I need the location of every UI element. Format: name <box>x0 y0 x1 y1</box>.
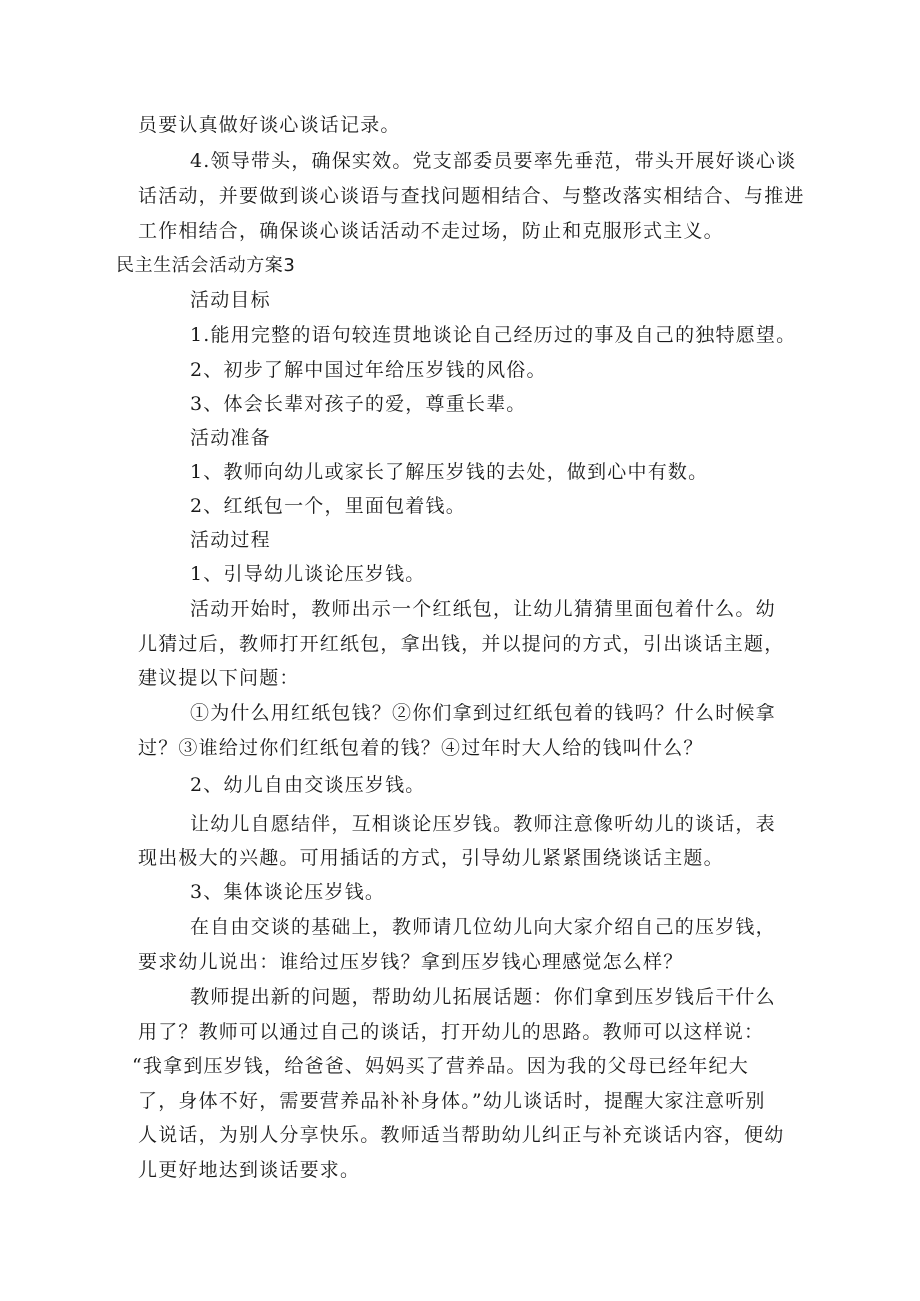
text-line: 1、教师向幼儿或家长了解压岁钱的去处，做到心中有数。 <box>190 461 709 483</box>
text-line: 2、初步了解中国过年给压岁钱的风俗。 <box>190 359 547 381</box>
text-line: 1.能用完整的语句较连贯地谈论自己经历过的事及自己的独特愿望。 <box>190 324 797 346</box>
text-line: 在自由交谈的基础上，教师请几位幼儿向大家介绍自己的压岁钱， <box>190 916 776 938</box>
text-line: 话活动，并要做到谈心谈语与查找问题相结合、与整改落实相结合、与推进 <box>138 185 805 207</box>
text-line: 用了？教师可以通过自己的谈话，打开幼儿的思路。教师可以这样说： <box>138 1021 765 1043</box>
text-line: 了，身体不好，需要营养品补补身体。”幼儿谈话时，提醒大家注意听别 <box>138 1090 766 1112</box>
text-line: 建议提以下问题： <box>138 667 300 689</box>
text-line: 工作相结合，确保谈心谈话活动不走过场，防止和克服形式主义。 <box>138 220 724 242</box>
text-line: 活动开始时，教师出示一个红纸包，让幼儿猜猜里面包着什么。幼 <box>190 598 776 620</box>
text-line: 2、红纸包一个，里面包着钱。 <box>190 495 466 517</box>
text-line: 1、引导幼儿谈论压岁钱。 <box>190 563 426 585</box>
text-line: 员要认真做好谈心谈话记录。 <box>138 114 401 136</box>
text-line: 4.领导带头，确保实效。党支部委员要率先垂范，带头开展好谈心谈 <box>190 150 797 172</box>
text-line: 3、体会长辈对孩子的爱，尊重长辈。 <box>190 393 527 415</box>
text-line: 要求幼儿说出：谁给过压岁钱？拿到压岁钱心理感觉怎么样？ <box>138 951 684 973</box>
text-line: 让幼儿自愿结伴，互相谈论压岁钱。教师注意像听幼儿的谈话，表 <box>190 813 776 835</box>
text-line: “我拿到压岁钱，给爸爸、妈妈买了营养品。因为我的父母已经年纪大 <box>132 1055 749 1077</box>
subsection-heading: 活动过程 <box>190 529 271 551</box>
text-line: 人说话，为别人分享快乐。教师适当帮助幼儿纠正与补充谈话内容，便幼 <box>138 1124 785 1146</box>
text-line: 儿猜过后，教师打开红纸包，拿出钱，并以提问的方式，引出谈话主题， <box>138 633 785 655</box>
text-line: 3、集体谈论压岁钱。 <box>190 881 386 903</box>
text-line: 教师提出新的问题，帮助幼儿拓展话题：你们拿到压岁钱后干什么 <box>190 986 776 1008</box>
text-line: 现出极大的兴趣。可用插话的方式，引导幼儿紧紧围绕谈话主题。 <box>138 847 724 869</box>
text-line: 儿更好地达到谈话要求。 <box>138 1159 361 1181</box>
subsection-heading: 活动准备 <box>190 427 271 449</box>
text-line: 过？③谁给过你们红纸包着的钱？④过年时大人给的钱叫什么？ <box>138 737 704 759</box>
text-line: ①为什么用红纸包钱？②你们拿到过红纸包着的钱吗？什么时候拿 <box>190 702 776 724</box>
subsection-heading: 活动目标 <box>190 289 271 311</box>
text-line: 2、幼儿自由交谈压岁钱。 <box>190 774 426 796</box>
section-title: 民主生活会活动方案3 <box>116 255 296 276</box>
